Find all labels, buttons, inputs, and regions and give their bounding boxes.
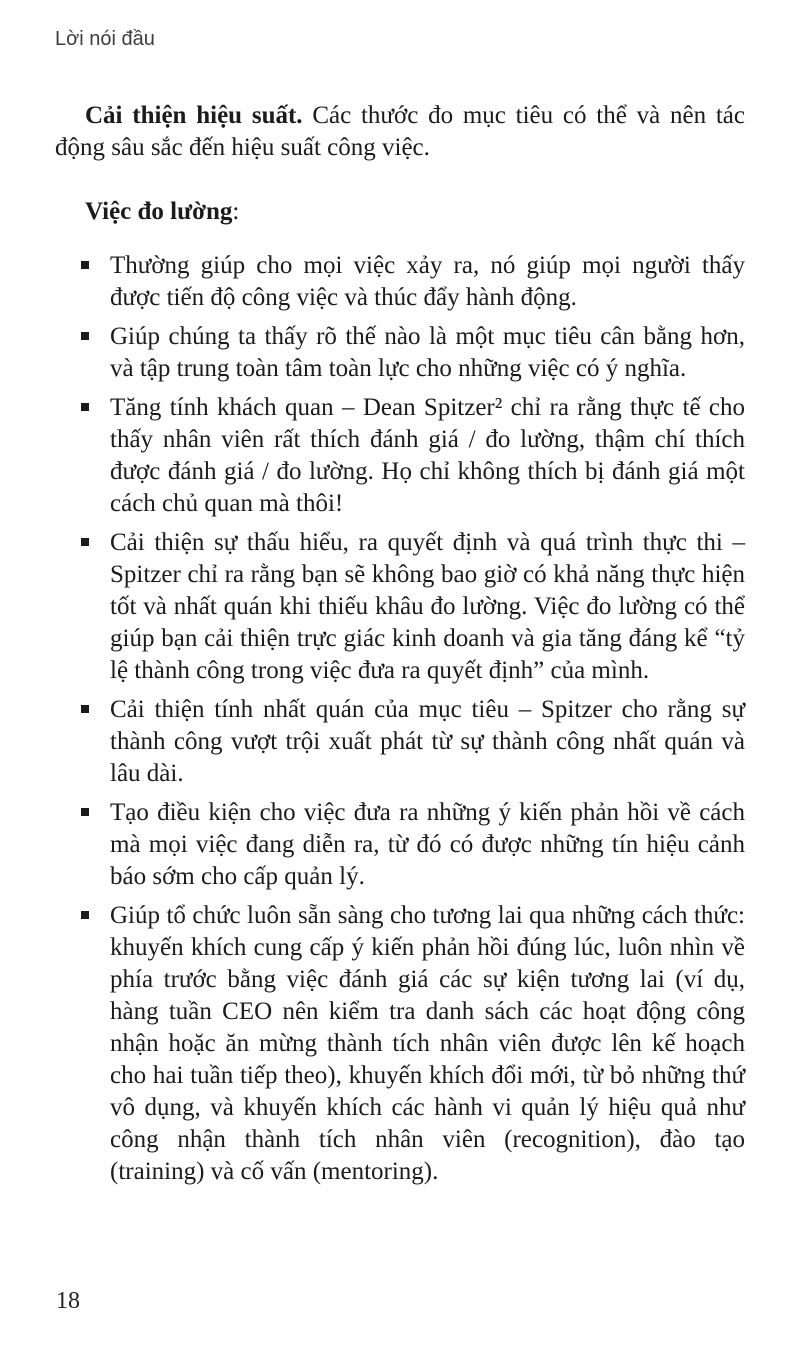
bullet-item xyxy=(55,392,745,520)
bullet-item xyxy=(55,900,745,1188)
bullet-square-icon xyxy=(81,332,89,340)
list-heading-colon: : xyxy=(232,198,240,225)
bullet-item xyxy=(55,321,745,385)
bullet-item xyxy=(55,694,745,790)
bullet-text: Tạo điều kiện cho việc đưa ra những ý kiến phản hồi về cách mà mọi việc đang diễn ra, từ đó có được những tín hiệu cảnh báo sớm cho cấp quản lý. xyxy=(110,799,745,890)
list-heading xyxy=(55,196,745,228)
page-number: 18 xyxy=(56,1288,80,1314)
bullet-text: Tăng tính khách quan – Dean Spitzer² chỉ ra rằng thực tế cho thấy nhân viên rất thích đánh giá / đo lường, thậm chí thích được đánh giá / đo lường. Họ chỉ không thích bị đánh giá một cách chủ quan mà thôi! xyxy=(110,394,745,517)
bullet-square-icon xyxy=(81,911,89,919)
bullet-text: Thường giúp cho mọi việc xảy ra, nó giúp mọi người thấy được tiến độ công việc và thúc đẩy hành động. xyxy=(110,252,745,311)
bullet-item xyxy=(55,527,745,687)
list-heading-bold: Việc đo lường xyxy=(85,198,233,225)
bullet-square-icon xyxy=(81,403,89,411)
page-body xyxy=(55,100,745,1188)
bullet-text: Cải thiện tính nhất quán của mục tiêu – Spitzer cho rằng sự thành công vượt trội xuất phát từ sự thành công nhất quán và lâu dài. xyxy=(110,696,745,787)
bullet-square-icon xyxy=(81,538,89,546)
intro-paragraph xyxy=(55,100,745,164)
bullet-item xyxy=(55,250,745,314)
intro-text: Các thước đo mục tiêu có thể và nên tác động sâu sắc đến hiệu suất công việc. xyxy=(55,102,745,161)
intro-lead-bold: Cải thiện hiệu suất. xyxy=(85,102,303,129)
bullet-text: Cải thiện sự thấu hiểu, ra quyết định và quá trình thực thi – Spitzer chỉ ra rằng bạn sẽ không bao giờ có khả năng thực hiện tốt và nhất quán khi thiếu khâu đo lường. Việc đo lường có thể giúp bạn cải thiện trực giác kinh doanh và gia tăng đáng kể “tỷ lệ thành công trong việc đưa ra quyết định” của mình. xyxy=(110,529,745,684)
bullet-text: Giúp chúng ta thấy rõ thế nào là một mục tiêu cân bằng hơn, và tập trung toàn tâm toàn lực cho những việc có ý nghĩa. xyxy=(110,323,745,382)
bullet-square-icon xyxy=(81,261,89,269)
running-header: Lời nói đầu xyxy=(55,28,155,50)
bullet-text: Giúp tổ chức luôn sẵn sàng cho tương lai qua những cách thức: khuyến khích cung cấp ý kiến phản hồi đúng lúc, luôn nhìn về phía trước bằng việc đánh giá các sự kiện tương lai (ví dụ, hàng tuần CEO nên kiểm tra danh sách các hoạt động công nhận hoặc ăn mừng thành tích nhân viên được lên kế hoạch cho hai tuần tiếp theo), khuyến khích đổi mới, từ bỏ những thứ vô dụng, và khuyến khích các hành vi quản lý hiệu quả như công nhận thành tích nhân viên (recognition), đào tạo (training) và cố vấn (mentoring). xyxy=(110,902,745,1185)
bullet-square-icon xyxy=(81,705,89,713)
bullet-item xyxy=(55,797,745,893)
bullet-list xyxy=(55,250,745,1188)
bullet-square-icon xyxy=(81,808,89,816)
